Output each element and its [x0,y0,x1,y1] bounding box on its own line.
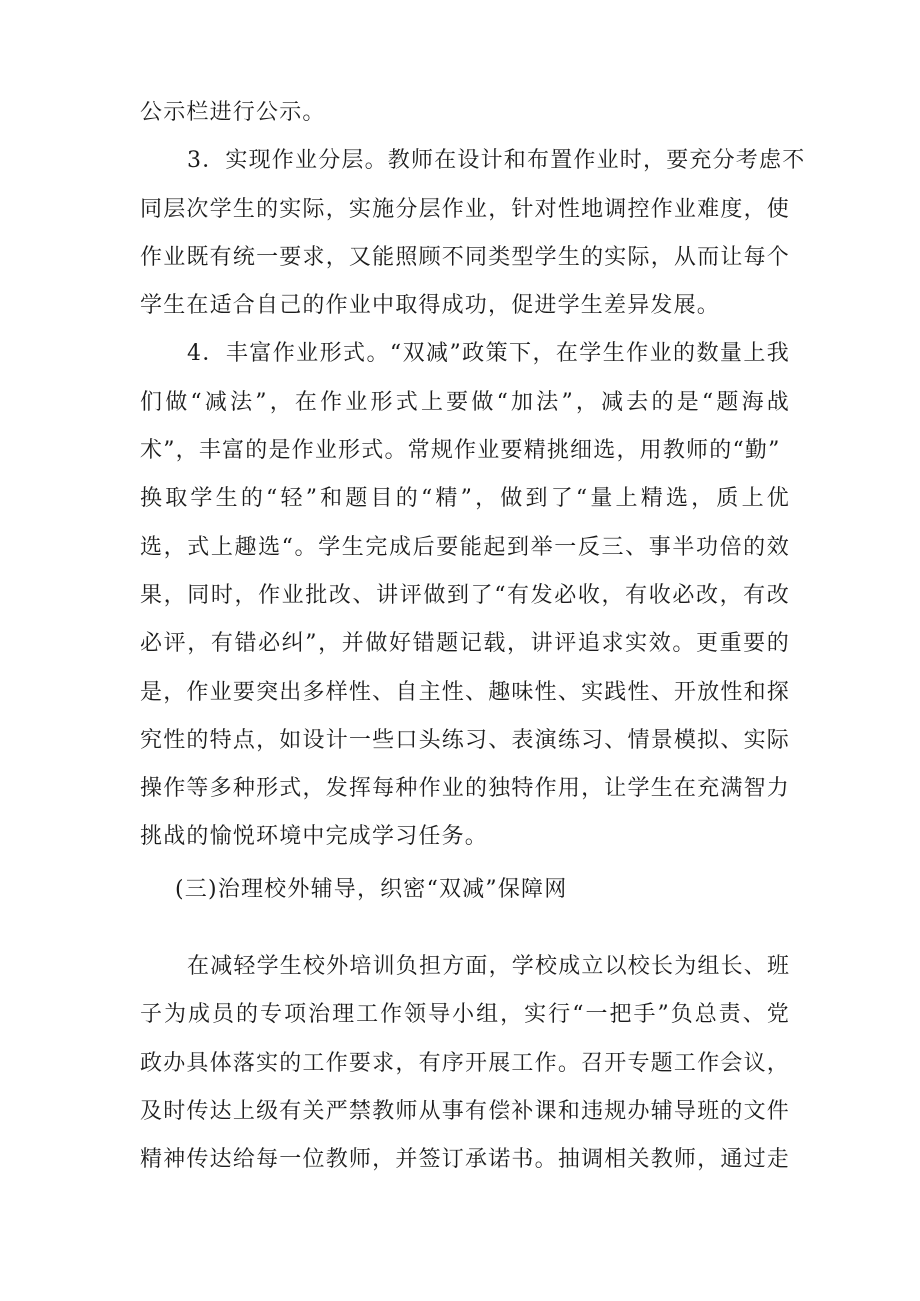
text-line: 是，作业要突出多样性、自主性、趣味性、实践性、开放性和探 [140,679,790,705]
document-body [140,89,806,1185]
paragraph [140,943,790,1184]
text-line: 子为成员的专项治理工作领导小组，实行“一把手”负总责、党 [140,1002,790,1028]
text-line: 作业既有统一要求，又能照顾不同类型学生的实际，从而让每个 [140,244,790,270]
text-line: 挑战的愉悦环境中完成学习任务。 [140,824,489,850]
text-line: 3．实现作业分层。教师在设计和布置作业时，要充分考虑不 [187,148,806,174]
text-line: 学生在适合自己的作业中取得成功，促进学生差异发展。 [140,293,721,319]
text-line: 在减轻学生校外培训负担方面，学校成立以校长为组长、班 [187,954,791,980]
text-line: 及时传达上级有关严禁教师从事有偿补课和违规办辅导班的文件 [140,1098,790,1124]
section-heading: (三)治理校外辅导，织密“双减”保障网 [175,876,568,902]
paragraph [140,137,806,330]
text-line: 必评，有错必纠”，并做好错题记载，讲评追求实效。更重要的 [140,631,790,657]
paragraph [140,89,790,137]
text-line: 术”，丰富的是作业形式。常规作业要精挑细选，用教师的“勤” [140,438,781,464]
text-line: 公示栏进行公示。 [140,100,326,125]
text-line: 政办具体落实的工作要求，有序开展工作。召开专题工作会议， [140,1050,790,1076]
text-line: 操作等多种形式，发挥每种作业的独特作用，让学生在充满智力 [140,776,790,802]
text-line: 精神传达给每一位教师，并签订承诺书。抽调相关教师，通过走 [140,1147,790,1173]
text-line: 4．丰富作业形式。“双减”政策下，在学生作业的数量上我 [187,341,790,367]
text-line: 果，同时，作业批改、讲评做到了“有发必收，有收必改，有改 [140,582,790,608]
paragraph [140,330,790,861]
text-line: 同层次学生的实际，实施分层作业，针对性地调控作业难度，使 [140,196,790,222]
text-line: 换取学生的“轻”和题目的“精”，做到了“量上精选，质上优 [140,486,790,512]
text-line: 究性的特点，如设计一些口头练习、表演练习、情景模拟、实际 [140,727,790,753]
text-line: 们做“减法”，在作业形式上要做“加法”，减去的是“题海战 [140,389,790,415]
text-line: 选，式上趣选“。学生完成后要能起到举一反三、事半功倍的效 [140,534,790,560]
